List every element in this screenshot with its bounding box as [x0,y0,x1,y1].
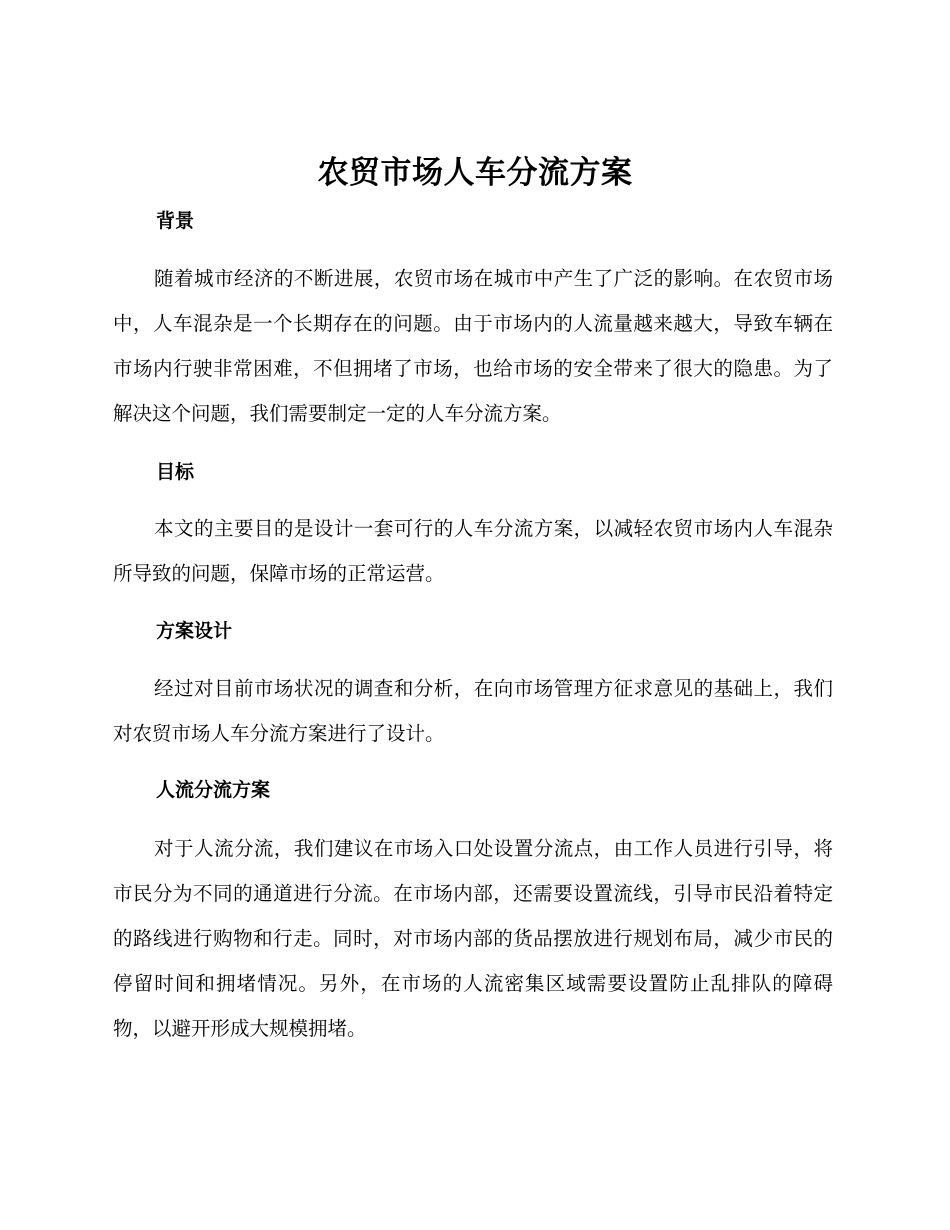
section-heading-pedestrian-plan: 人流分流方案 [156,779,271,801]
section-heading-design: 方案设计 [156,620,233,642]
section-paragraph-design: 经过对目前市场状况的调查和分析，在向市场管理方征求意见的基础上，我们对农贸市场人车分流方案进行了设计。 [113,677,833,745]
document-title: 农贸市场人车分流方案 [317,155,633,191]
section-heading-goal: 目标 [156,461,195,483]
section-heading-background: 背景 [156,210,195,232]
section-paragraph-goal: 本文的主要目的是设计一套可行的人车分流方案，以减轻农贸市场内人车混杂所导致的问题，保障市场的正常运营。 [113,517,833,585]
section-paragraph-pedestrian-plan: 对于人流分流，我们建议在市场入口处设置分流点，由工作人员进行引导，将市民分为不同的通道进行分流。在市场内部，还需要设置流线，引导市民沿着特定的路线进行购物和行走。同时，对市场内部的货品摆放进行规划布局，减少市民的停留时间和拥堵情况。另外，在市场的人流密集区域需要设置防止乱排队的障碍物，以避开形成大规模拥堵。 [113,837,833,1040]
section-paragraph-background: 随着城市经济的不断进展，农贸市场在城市中产生了广泛的影响。在农贸市场中，人车混杂是一个长期存在的问题。由于市场内的人流量越来越大，导致车辆在市场内行驶非常困难，不但拥堵了市场，也给市场的安全带来了很大的隐患。为了解决这个问题，我们需要制定一定的人车分流方案。 [113,267,833,425]
